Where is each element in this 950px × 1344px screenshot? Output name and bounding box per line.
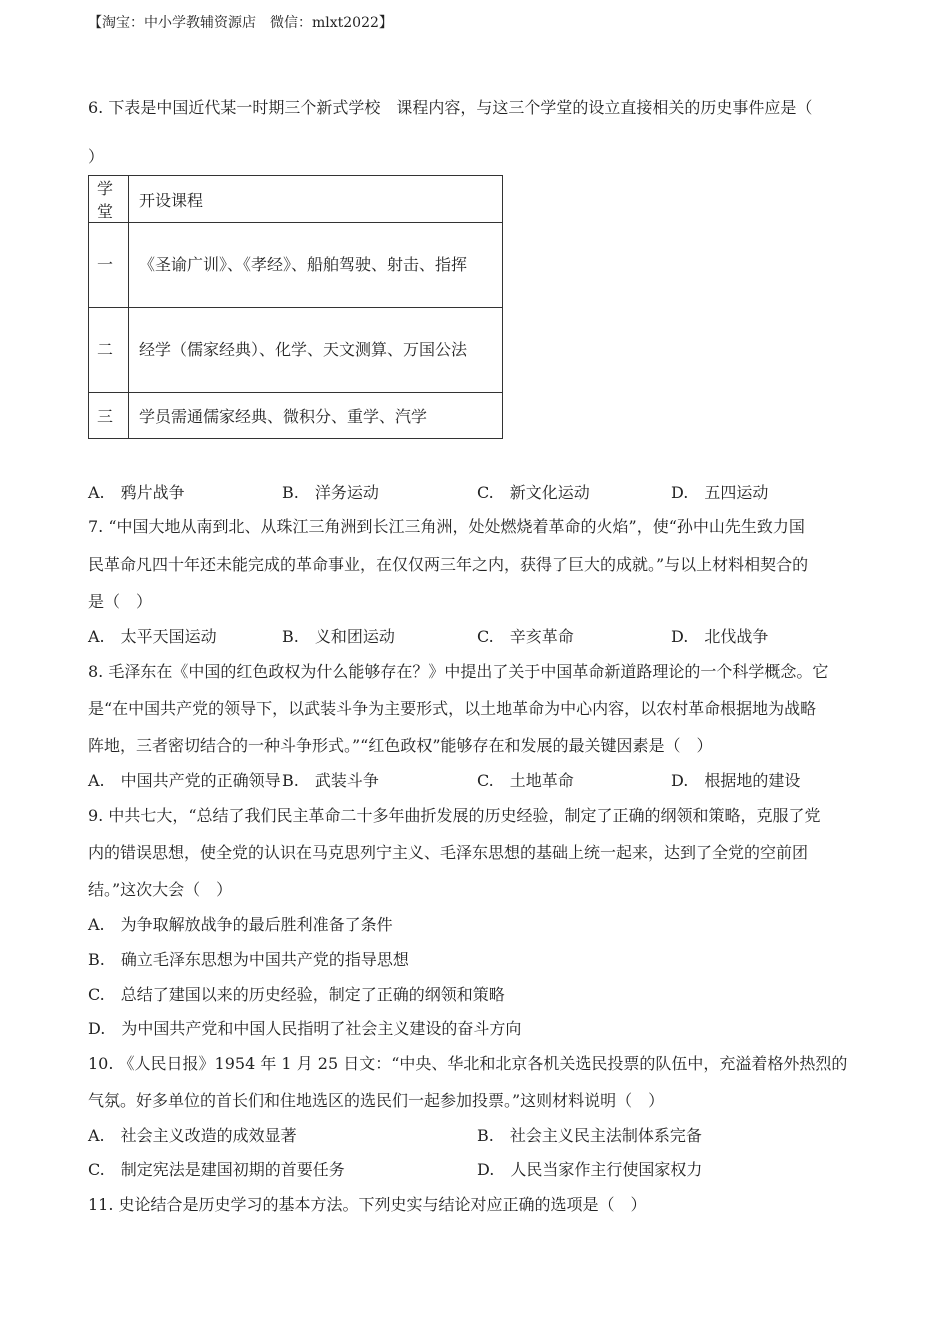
- q8-stem-line3: 阵地，三者密切结合的一种斗争形式。”“红色政权”能够存在和发展的最关键因素是（ ）: [88, 736, 713, 755]
- q6-course-table: [88, 175, 503, 439]
- q9-stem-line2: 内的错误思想，使全党的认识在马克思列宁主义、毛泽东思想的基础上统一起来，达到了全党的空前团: [88, 843, 809, 862]
- q10-option-c[interactable]: C. 制定宪法是建国初期的首要任务: [88, 1160, 345, 1179]
- table-cell-school: 一: [89, 223, 129, 308]
- q8-option-d[interactable]: D. 根据地的建设: [671, 771, 801, 790]
- q7-option-c[interactable]: C. 辛亥革命: [477, 627, 574, 646]
- q10-stem-line1: 10. 《人民日报》1954 年 1 月 25 日文：“中央、华北和北京各机关选民投票的队伍中，充溢着格外热烈的: [88, 1054, 848, 1073]
- q9-option-a[interactable]: A. 为争取解放战争的最后胜利准备了条件: [88, 915, 393, 934]
- q7-stem-line3: 是（ ）: [88, 592, 153, 611]
- q6-option-c[interactable]: C. 新文化运动: [477, 483, 590, 502]
- q6-option-d[interactable]: D. 五四运动: [671, 483, 769, 502]
- q6-option-a[interactable]: A. 鸦片战争: [88, 483, 185, 502]
- q8-option-a[interactable]: A. 中国共产党的正确领导: [88, 771, 281, 790]
- q6-stem-line1: 6. 下表是中国近代某一时期三个新式学校 课程内容，与这三个学堂的设立直接相关的历史事件应是（: [88, 98, 813, 117]
- q8-stem-line2: 是“在中国共产党的领导下，以武装斗争为主要形式，以土地革命为中心内容，以农村革命根据地为战略: [88, 699, 817, 718]
- q9-stem-line3: 结。”这次大会（ ）: [88, 880, 233, 899]
- q9-option-b[interactable]: B. 确立毛泽东思想为中国共产党的指导思想: [88, 950, 409, 969]
- table-header-courses: 开设课程: [129, 176, 503, 223]
- table-header-school: 学堂: [89, 176, 129, 223]
- q11-stem-line1: 11. 史论结合是历史学习的基本方法。下列史实与结论对应正确的选项是（ ）: [88, 1195, 647, 1214]
- q10-option-b[interactable]: B. 社会主义民主法制体系完备: [477, 1126, 702, 1145]
- q8-option-c[interactable]: C. 土地革命: [477, 771, 574, 790]
- table-cell-courses: 《圣谕广训》、《孝经》、船舶驾驶、射击、指挥: [129, 223, 503, 308]
- q9-option-c[interactable]: C. 总结了建国以来的历史经验，制定了正确的纲领和策略: [88, 985, 505, 1004]
- q10-option-d[interactable]: D. 人民当家作主行使国家权力: [477, 1160, 703, 1179]
- table-cell-school: 二: [89, 308, 129, 393]
- table-row: [89, 308, 503, 393]
- q10-stem-line2: 气氛。好多单位的首长们和住地选区的选民们一起参加投票。”这则材料说明（ ）: [88, 1091, 665, 1110]
- q7-option-d[interactable]: D. 北伐战争: [671, 627, 769, 646]
- q8-option-b[interactable]: B. 武装斗争: [282, 771, 379, 790]
- q9-stem-line1: 9. 中共七大，“总结了我们民主革命二十多年曲折发展的历史经验，制定了正确的纲领和策略，克服了党: [88, 806, 821, 825]
- q9-option-d[interactable]: D. 为中国共产党和中国人民指明了社会主义建设的奋斗方向: [88, 1019, 522, 1038]
- table-cell-courses: 学员需通儒家经典、微积分、重学、汽学: [129, 393, 503, 439]
- q6-option-b[interactable]: B. 洋务运动: [282, 483, 379, 502]
- table-cell-courses: 经学（儒家经典）、化学、天文测算、万国公法: [129, 308, 503, 393]
- q7-stem-line1: 7. “中国大地从南到北、从珠江三角洲到长江三角洲，处处燃烧着革命的火焰”，使“孙中山先生致力国: [88, 517, 805, 536]
- q7-option-a[interactable]: A. 太平天国运动: [88, 627, 217, 646]
- table-header-row: [89, 176, 503, 223]
- q8-stem-line1: 8. 毛泽东在《中国的红色政权为什么能够存在？》中提出了关于中国革命新道路理论的一个科学概念。它: [88, 662, 829, 681]
- q7-stem-line2: 民革命凡四十年还未能完成的革命事业，在仅仅两三年之内，获得了巨大的成就。”与以上材料相契合的: [88, 555, 809, 574]
- table-cell-school: 三: [89, 393, 129, 439]
- page-header: 【淘宝：中小学教辅资源店 微信：mlxt2022】: [88, 15, 393, 31]
- q6-stem-line2: ）: [88, 147, 105, 166]
- q10-option-a[interactable]: A. 社会主义改造的成效显著: [88, 1126, 297, 1145]
- q7-option-b[interactable]: B. 义和团运动: [282, 627, 395, 646]
- table-row: [89, 393, 503, 439]
- table-row: [89, 223, 503, 308]
